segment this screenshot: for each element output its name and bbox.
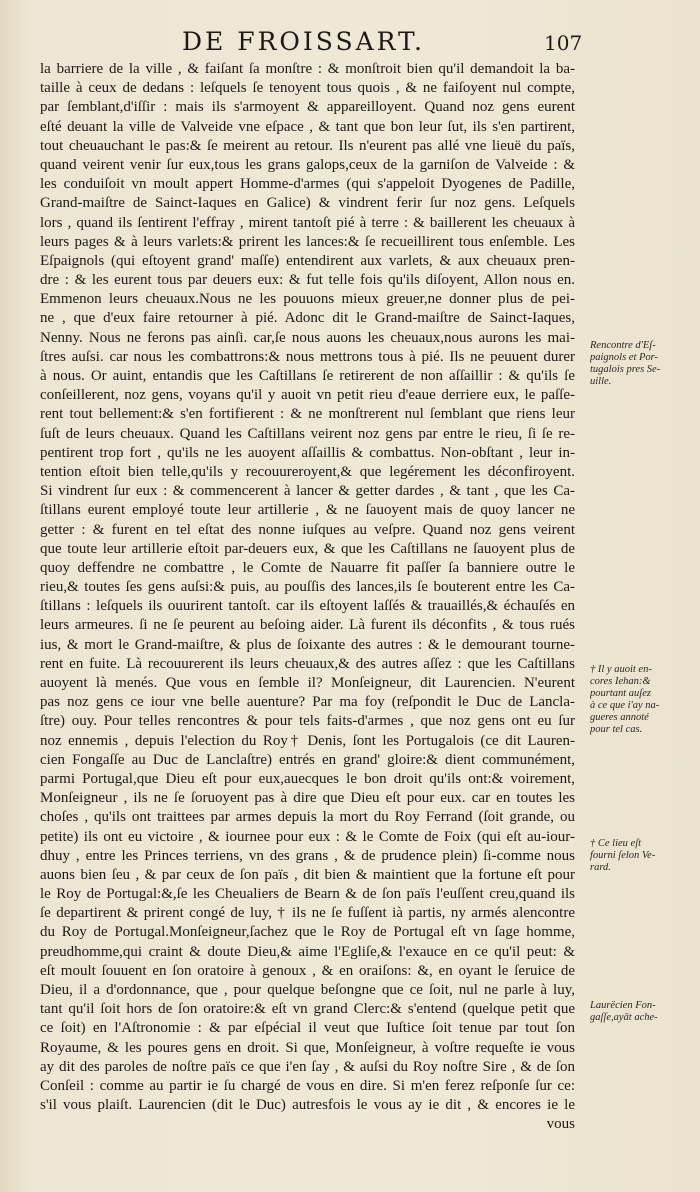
text-line: que toute leur artillerie eſtoit par-deuers eux, & que les Caſtillans ne ſauoyent plus de bbox=[40, 540, 575, 557]
margin-note-line: Laurëcien Fon- bbox=[590, 1000, 656, 1011]
text-line: Emmenon leurs cheuaux.Nous ne les pouuons mieux greuer,ne donner plus de pei- bbox=[40, 291, 575, 308]
margin-note-line: pourtant auſez bbox=[590, 688, 651, 699]
text-line: Conſeil : comme au partir ie ſu chargé de vous en dire. Si m'en ferez reſponſe ſur ce: bbox=[40, 1077, 575, 1094]
text-line: auoyent là menés. Que vous en ſemble il? Monſeigneur, dit Laurencien. N'eurent bbox=[40, 675, 575, 691]
margin-note-laurencien bbox=[590, 1000, 695, 1024]
page-header bbox=[0, 26, 700, 58]
text-line: leurs pages & à leurs varlets:& prirent les lances:& ſe recueillirent tous enſemble. Les bbox=[40, 233, 575, 250]
catchword: vous bbox=[546, 1116, 575, 1133]
margin-note-line: fourni ſelon Ve- bbox=[590, 850, 656, 861]
text-line: leurs armeures. ſi ne ſe peurent au beſoing aider. Là furent ils déconfits , & tous rués bbox=[40, 617, 575, 634]
text-line: s'il vous plaiſt. Laurencien (dit le Duc) autresfois le vous ay ie dit , & encores ie le bbox=[40, 1097, 575, 1114]
text-line: Si vindrent ſur eux : & commencerent à lancer & getter dardes , & tant , que les Ca- bbox=[40, 483, 575, 500]
text-line: rieu,& toutes ſes gens auſsi:& puis, au pouſſis des lances,ils ſe bouterent entre les Ca- bbox=[40, 579, 575, 596]
text-line: dre : & les eurent tous par deuers eux: & fut telle fois qu'ils diſoyent, Allon nous en. bbox=[40, 272, 575, 289]
text-line: dhuy , entre les Princes terriens, vn des grans , & de prudence plein) ſi-comme nous bbox=[40, 847, 575, 864]
margin-note-line: tugalois pres Se- bbox=[590, 364, 661, 375]
text-line: tant qu'il ſoit hors de ſon oratoire:& eſt vn grand Clerc:& s'entend (quelque petit que bbox=[40, 1001, 575, 1018]
text-line: la barriere de la ville , & faiſant ſa monſtre : & monſtroit bien qu'il demandoit la ba- bbox=[40, 61, 575, 77]
text-line: ſtillans : leſquels ils ouurirent tantoſt. car ils eſtoyent laſſés & trauaillés,& échauſés en bbox=[40, 598, 575, 615]
text-line: tout cheuauchant le pas:& ſe meirent au retour. Ils n'eurent pas allé vne lieuë du païs, bbox=[40, 137, 575, 154]
margin-note-line: Rencontre d'Eſ- bbox=[590, 340, 656, 351]
text-line: petite) ils ont eu victoire , & iournee pour eux : & le Comte de Foix (qui eſt au-iour- bbox=[40, 828, 575, 845]
text-line: quoy deffendre ne combattre , le Comte de Nauarre fit paſſer ſa banniere outre le bbox=[40, 559, 575, 576]
text-line: ſtre) ouy. Pour telles rencontres & pour tels faits-d'armes , que noz gens ont eu ſur bbox=[40, 713, 575, 730]
margin-note-line: pour tel cas. bbox=[590, 724, 643, 735]
margin-note-line: cores Iehan:& bbox=[590, 676, 651, 687]
page-number: 107 bbox=[544, 31, 583, 55]
text-line: Monſeigneur , ils ne ſe ſoruoyent pas à dire que Dieu eſt pour eux. car en toutes les bbox=[40, 790, 575, 807]
margin-note-line: † Ce lieu eſt bbox=[590, 838, 642, 849]
text-line: taille à ceux de dedans : leſquels ſe tenoyent tous quois , & ne faiſoyent nul compte, bbox=[40, 80, 575, 97]
text-line: ſtres auſsi. car nous les combattrons:& nous mettrons tous à pié. Ils ne peuuent durer bbox=[40, 348, 575, 365]
margin-note-line: paignols et Por- bbox=[590, 352, 659, 363]
margin-note-verard bbox=[590, 838, 695, 874]
text-line: preudhomme,qui craint & doute Dieu,& aime l'Egliſe,& l'exauce en ce qu'il peut: & bbox=[40, 943, 575, 960]
margin-note-line: à ce que i'ay na- bbox=[590, 700, 660, 711]
margin-note-line: † Il y auoit en- bbox=[590, 664, 652, 675]
text-line: pas noz gens ce iour vne belle auenture? Par ma foy (reſpondit le Duc de Lancla- bbox=[40, 694, 575, 711]
text-line: les conduiſoit vn moult appert Homme-d'armes (qui s'appeloit Dyogenes de Padille, bbox=[40, 176, 575, 193]
text-line: Grand-maiſtre de Sainct-Iaques en Galice) & vindrent ferir ſur noz gens. Leſquels bbox=[40, 195, 575, 212]
text-line: ius, & mort le Grand-maiſtre, & plus de ſoixante des autres : & le demourant tourne- bbox=[40, 636, 575, 653]
text-line: ne , que d'eux faire retourner à pié. Adonc dit le Grand-maiſtre de Sainct-Iaques, bbox=[40, 310, 575, 327]
text-line: parmi Portugal,que Dieu eſt pour eux,auecques le bon droit qu'ils ont:& voirement, bbox=[40, 770, 575, 787]
text-line: eſté deuant la ville de Valveide vne eſpace , & tant que bon leur ſut, ils s'en partirent, bbox=[40, 118, 575, 135]
text-line: noz ennemis , depuis l'election du Roy† Denis, ſont les Portugalois (ce dit Lauren- bbox=[40, 732, 575, 749]
text-line: du Roy de Portugal.Monſeigneur,ſachez que le Roy de Portugal eſt vn ſage homme, bbox=[40, 924, 575, 941]
running-title: DE FROISSART. bbox=[182, 27, 425, 56]
text-line: ay dit des paroles de noſtre païs ce que i'en ſay , & auſsi du Roy noſtre Sire , & de ſon bbox=[40, 1058, 575, 1075]
text-line: conſeillerent, noz gens, voyans qu'il y auoit vn petit rieu d'eaue derriere eux, le paſſe- bbox=[40, 387, 575, 404]
text-line: lors , quand ils ſentirent l'effray , mirent tantoſt pié à terre : & baillerent les cheuaux à bbox=[40, 214, 575, 231]
text-line: ſtillans eurent employé toute leur artillerie , & ne ſauoyent mais de quoy lancer ne bbox=[40, 502, 575, 519]
margin-note-iehan bbox=[590, 664, 695, 736]
margin-note-rencontre bbox=[590, 340, 695, 388]
body-text bbox=[40, 60, 575, 1135]
text-line: quand veirent venir ſur eux,tous les grans galops,ceux de la garniſon de Valveide : & bbox=[40, 156, 575, 173]
text-line: Royaume, & les poures gens en droit. Si que, Monſeigneur, à voſtre requeſte ie vous bbox=[40, 1039, 575, 1056]
text-line: rent tout bellement:& s'en fortifierent : & ne monſtrerent nul ſemblant que riens leur bbox=[40, 406, 575, 423]
margin-note-line: gaſſe,ayāt ache- bbox=[590, 1012, 658, 1023]
text-line: par ſemblant,d'iſſir : mais ils s'armoyent & appareilloyent. Quand noz gens eurent bbox=[40, 99, 575, 116]
text-line: tention eſtoit bien telle,qu'ils y recouureroyent,& que legérement les déconfiroyent. bbox=[40, 463, 575, 480]
text-line: ſuſt de leurs cheuaux. Quand les Caſtillans veirent noz gens par entre le rieu, ſi ſe re- bbox=[40, 425, 575, 442]
text-line: ſe departirent & prirent congé de luy, † ils ne ſe fuſſent ià partis, ny armés alencontre bbox=[40, 905, 575, 922]
text-line: auons bien ſeu , & par ceux de ſon païs , dit bien & maintient que la fortune eſt pour bbox=[40, 866, 575, 883]
text-line: Eſpaignols (qui eſtoyent grand' maſſe) entendirent aux varlets, & aux cheuaux pren- bbox=[40, 252, 575, 269]
text-line: Dieu, il a d'ordonnance, que , pour quelque beſongne que ce ſoit, nul ne parle à luy, bbox=[40, 982, 575, 998]
text-line: choſes , qu'ils ont traittees par armes depuis la mort du Roy Ferrand (ſoit grande, ou bbox=[40, 809, 575, 826]
text-line: pentirent trop fort , qu'ils ne les auoyent aſſaillis & combattus. Non-obſtant , leur in- bbox=[40, 444, 575, 461]
text-line: Nenny. Nous ne ferons pas ainſi. car,ſe nous auons les cheuaux,nous aurons les mai- bbox=[40, 329, 575, 346]
text-line: rent en fuite. Là recouurerent ils leurs cheuaux,& des autres aſſez : que les Caſtillans bbox=[40, 655, 575, 672]
text-line: eſt moult ſouuent en ſon oratoire à genoux , & en oraiſons: &, en oyant le ſeruice de bbox=[40, 962, 575, 979]
margin-note-line: uille. bbox=[590, 376, 612, 387]
text-line: getter : & furent en tel eſtat des nonne iuſques au veſpre. Quand noz gens veirent bbox=[40, 521, 575, 538]
text-line: ce ſoit) en l'Aſtronomie : & par eſpécial il veut que Iuſtice ſoit tenue par tout ſon bbox=[40, 1020, 575, 1037]
text-line: le Roy de Portugal:&,ſe les Cheualiers de Bearn & de ſon païs l'euſſent creu,quand ils bbox=[40, 886, 575, 903]
margin-note-line: rard. bbox=[590, 862, 611, 873]
text-line: cien Fongaſſe au Duc de Lanclaſtre) entrés en grand' gloire:& dient communément, bbox=[40, 751, 575, 768]
text-line: à nous. Or auint, entandis que les Caſtillans ſe retirerent de non aſſaillir : & qu'ils ſe bbox=[40, 368, 575, 384]
margin-note-line: gueres annoté bbox=[590, 712, 649, 723]
